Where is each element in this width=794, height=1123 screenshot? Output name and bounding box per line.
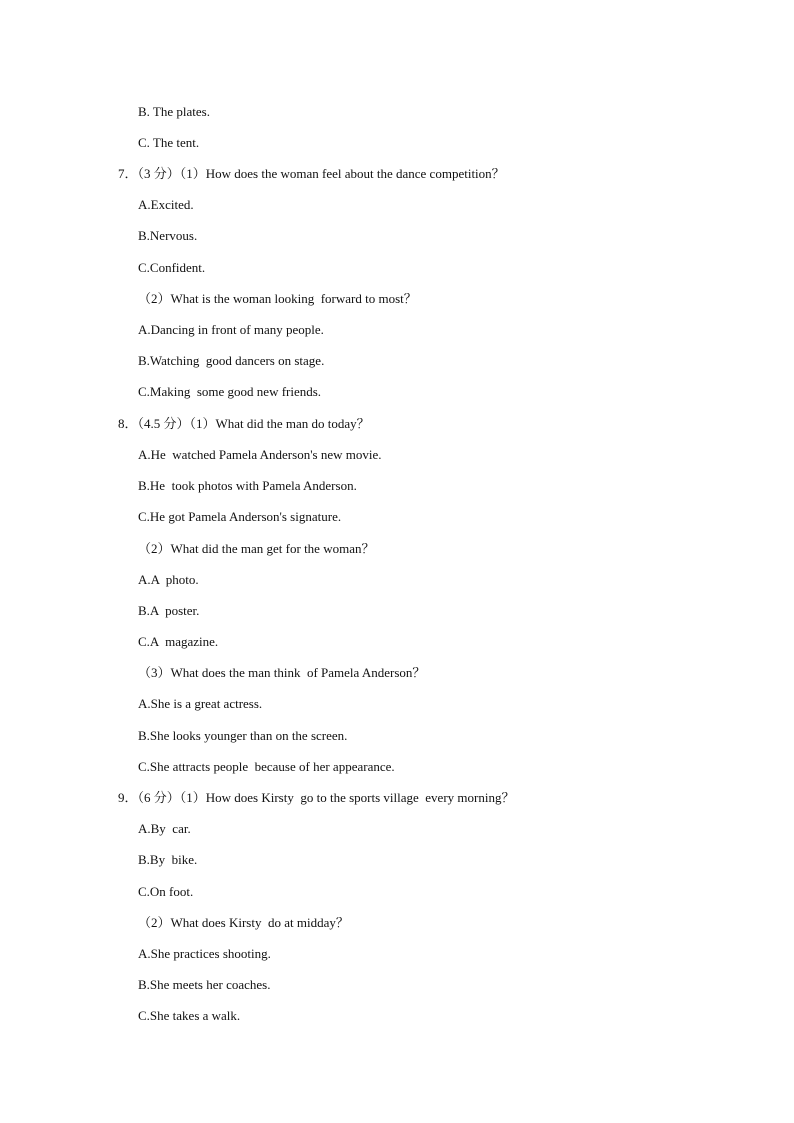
question-9-sub-2: （2）What does Kirsty do at midday？ (138, 915, 349, 930)
option-q8-1-a: A.He watched Pamela Anderson's new movie. (138, 447, 382, 462)
question-8-sub-2: （2）What did the man get for the woman？ (138, 541, 375, 556)
option-q8-2-a: A.A photo. (138, 572, 199, 587)
question-9-header: 9．（6 分）（1）How does Kirsty go to the sports village every morning？ (118, 790, 515, 805)
option-q7-1-c: C.Confident. (138, 260, 206, 275)
option-q9-1-b: B.By bike. (138, 852, 198, 867)
option-q7-1-a: A.Excited. (138, 197, 194, 212)
option-q7-2-a: A.Dancing in front of many people. (138, 322, 324, 337)
option-q9-1-a: A.By car. (138, 821, 191, 836)
option-q9-1-c: C.On foot. (138, 884, 194, 899)
option-q6-c: C. The tent. (138, 135, 200, 150)
option-q8-1-c: C.He got Pamela Anderson's signature. (138, 509, 342, 524)
option-q8-1-b: B.He took photos with Pamela Anderson. (138, 478, 357, 493)
option-q7-2-b: B.Watching good dancers on stage. (138, 353, 325, 368)
option-q7-1-b: B.Nervous. (138, 228, 198, 243)
question-8-sub-3: （3）What does the man think of Pamela Anderson？ (138, 665, 426, 680)
question-7-sub-2: （2）What is the woman looking forward to most？ (138, 291, 417, 306)
option-q9-2-a: A.She practices shooting. (138, 946, 271, 961)
option-q6-b: B. The plates. (138, 104, 210, 119)
option-q8-2-c: C.A magazine. (138, 634, 219, 649)
option-q8-2-b: B.A poster. (138, 603, 200, 618)
option-q9-2-b: B.She meets her coaches. (138, 977, 271, 992)
option-q7-2-c: C.Making some good new friends. (138, 384, 322, 399)
option-q8-3-b: B.She looks younger than on the screen. (138, 728, 348, 743)
option-q9-2-c: C.She takes a walk. (138, 1008, 241, 1023)
option-q8-3-a: A.She is a great actress. (138, 696, 263, 711)
option-q8-3-c: C.She attracts people because of her appearance. (138, 759, 395, 774)
question-8-header: 8．（4.5 分）（1）What did the man do today？ (118, 416, 370, 431)
question-7-header: 7．（3 分）（1）How does the woman feel about the dance competition？ (118, 166, 505, 181)
